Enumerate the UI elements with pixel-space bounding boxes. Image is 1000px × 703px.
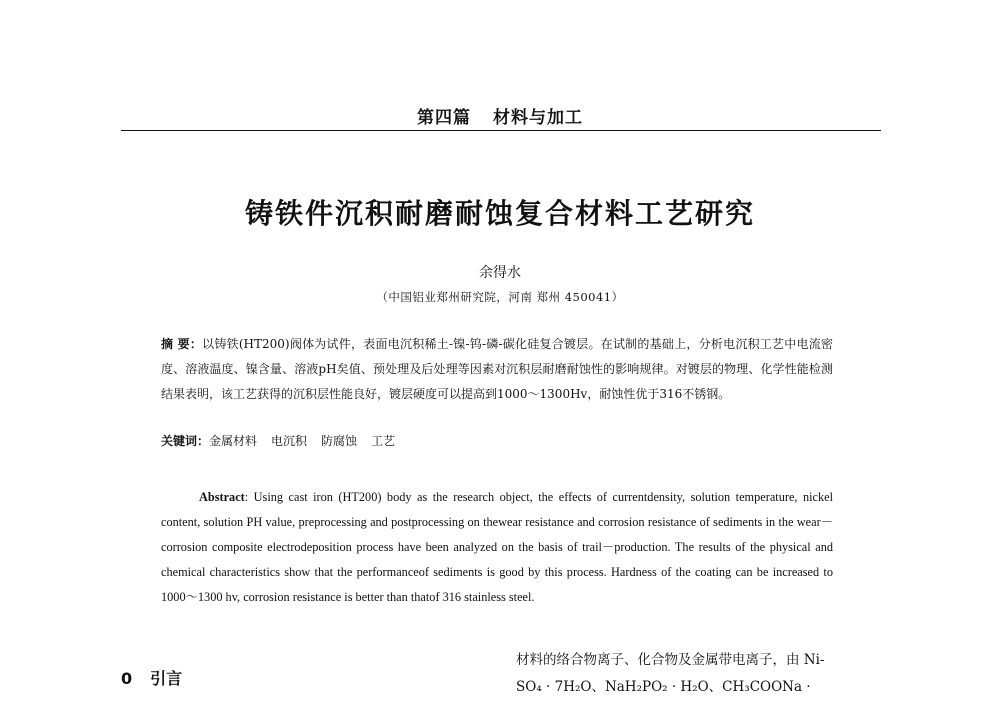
- section-heading-intro: [121, 666, 182, 689]
- header-rule: [121, 130, 881, 131]
- keywords-label: 关键词：: [161, 434, 210, 448]
- abstract-cn-label: 摘 要：: [161, 337, 203, 351]
- keyword-item: 防腐蚀: [321, 434, 358, 448]
- body-line: SO₄ · 7H₂O、NaH₂PO₂ · H₂O、CH₃COONa ·: [516, 679, 811, 695]
- paper-title: 铸铁件沉积耐磨耐蚀复合材料工艺研究: [244, 197, 755, 230]
- paper-author: 余得水: [479, 265, 521, 281]
- section-number: 0: [121, 669, 133, 688]
- running-head-part: 第四篇: [417, 108, 471, 128]
- running-head: [0, 103, 1000, 128]
- abstract-en-label: Abstract: [199, 490, 245, 504]
- intro-body-text: [516, 647, 882, 701]
- abstract-cn: [161, 332, 833, 407]
- section-title: 引言: [150, 669, 183, 688]
- keyword-item: 工艺: [371, 434, 396, 448]
- abstract-en: [161, 485, 833, 610]
- keywords: [161, 431, 833, 451]
- keyword-item: 金属材料: [209, 434, 258, 448]
- running-head-section: 材料与加工: [493, 108, 583, 128]
- abstract-en-text: Using cast iron (HT200) body as the research object, the effects of currentdensity, solution temperature, nickel content, solution PH value, preprocessing and postprocessing on thewear resistance and corrosion resistance of sediments in the wear－corrosion composite electrodeposition process have been analyzed on the basis of trail－production. The results of the physical and chemical characteristics show that the performanceof sediments is good by this process. Hardness of the coating can be increased to 1000～1300 hv, corrosion resistance is better than thatof 316 stainless steel.: [161, 490, 833, 604]
- abstract-en-sep: :: [244, 490, 254, 504]
- paper-affiliation: （中国铝业郑州研究院，河南 郑州 450041）: [376, 290, 624, 304]
- abstract-cn-text: 以铸铁(HT200)阀体为试件，表面电沉积稀土-镍-钨-磷-碳化硅复合镀层。在试制的基础上，分析电沉积工艺中电流密度、溶液温度、镍含量、溶液pH矣值、预处理及后处理等因素对沉积层耐磨耐蚀性的影响规律。对镀层的物理、化学性能检测结果表明，该工艺获得的沉积层性能良好，镀层硬度可以提高到1000～1300Hv，耐蚀性优于316不锈钢。: [161, 337, 833, 401]
- keyword-item: 电沉积: [271, 434, 308, 448]
- body-line: 材料的络合物离子、化合物及金属带电离子，由 Ni-: [516, 652, 825, 668]
